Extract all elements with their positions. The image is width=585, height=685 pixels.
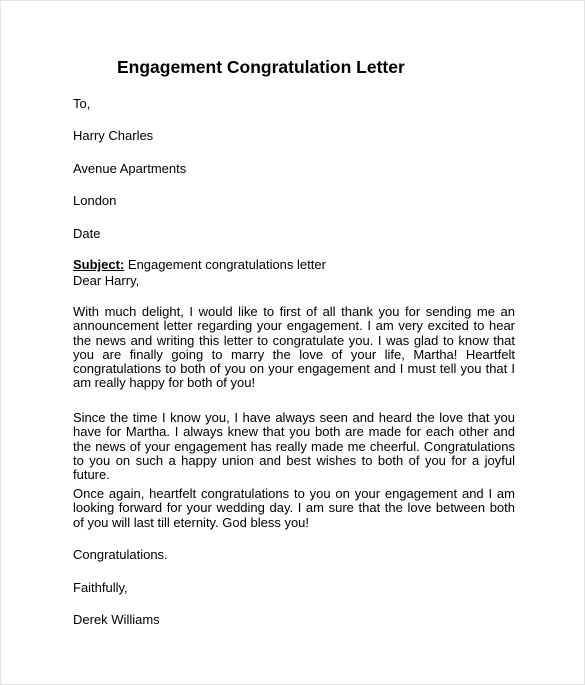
body-paragraph: Once again, heartfelt congratulations to you on your engagement and I am looking forward for your wedding day. I am sure that the love between both of you will last till eternity. God bless you!	[73, 486, 515, 530]
recipient-name: Harry Charles	[73, 128, 154, 143]
subject-text: Engagement congratulations letter	[124, 257, 326, 272]
recipient-city: London	[73, 193, 117, 208]
recipient-address: Avenue Apartments	[73, 161, 187, 176]
letter-title: Engagement Congratulation Letter	[117, 57, 405, 77]
body-paragraph: Since the time I know you, I have always seen and heard the love that you have for Martha. I always knew that you both are made for each other and the news of your engagement has really made me cheerful. Congratulations to you on such a happy union and best wishes to both of you for a joyful future.	[73, 410, 515, 483]
salutation-to: To,	[73, 96, 91, 111]
subject-label: Subject:	[73, 257, 125, 272]
sign-off: Faithfully,	[73, 580, 128, 595]
body-paragraph: With much delight, I would like to first of all thank you for sending me an announcement letter regarding your engagement. I am very excited to hear the news and writing this letter to congratulate you. I was glad to know that you are finally going to marry the love of your life, Martha! Heartfelt congratulations to both of you on your engagement and I must tell you that I am really happy for both of you!	[73, 304, 515, 391]
closing-line: Congratulations.	[73, 547, 168, 562]
greeting: Dear Harry,	[73, 273, 140, 288]
subject-line	[73, 257, 326, 272]
sender-name: Derek Williams	[73, 612, 160, 627]
letter-date: Date	[73, 226, 101, 241]
